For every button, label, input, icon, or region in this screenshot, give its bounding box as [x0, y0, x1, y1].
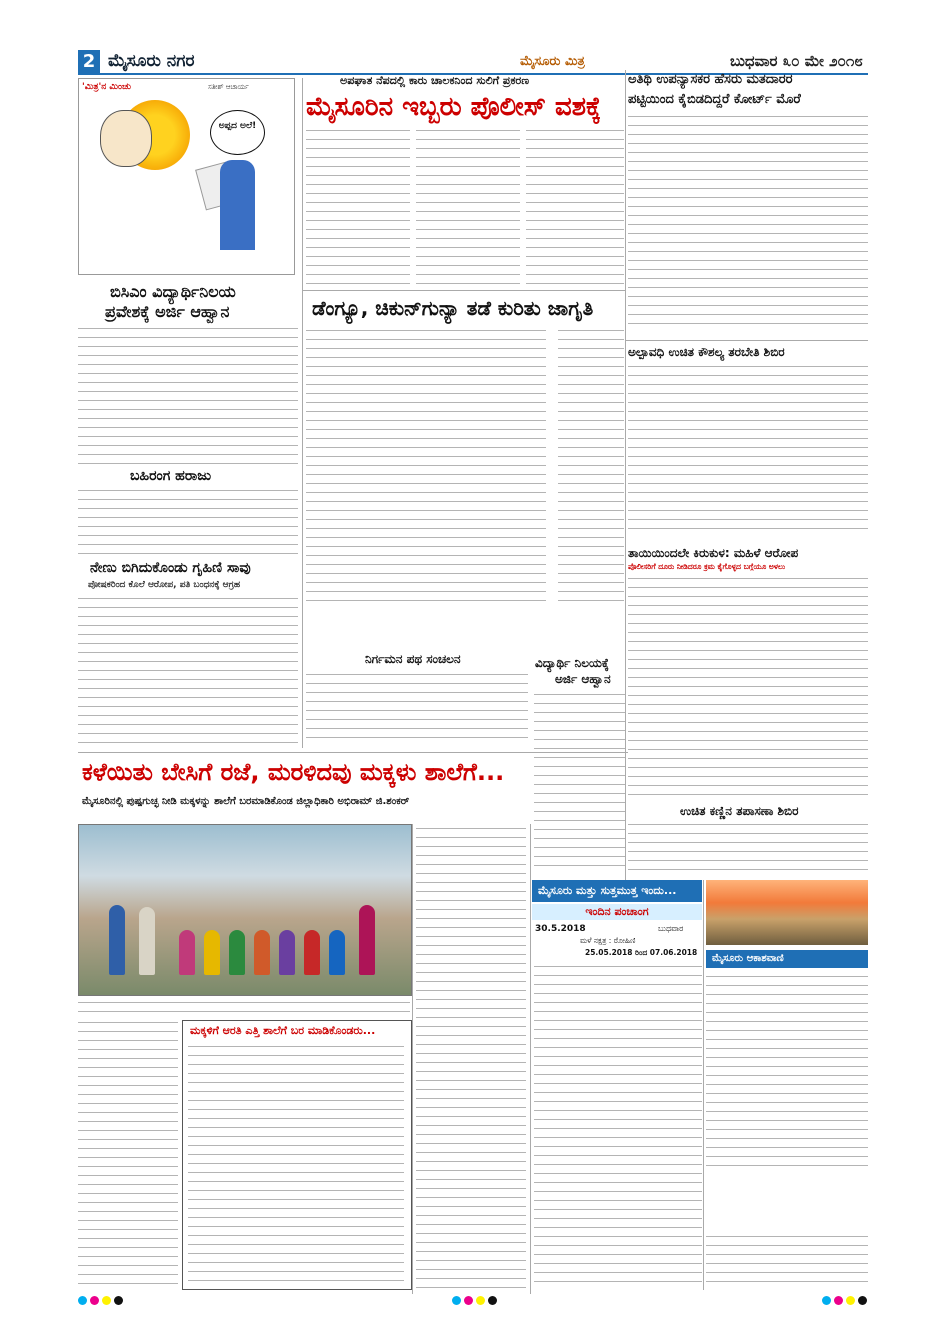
school-body-col1: [78, 1018, 178, 1288]
police-body-col1: [306, 126, 410, 286]
panchanga-range: 25.05.2018 ರಿಂದ 07.06.2018: [585, 948, 698, 957]
auction-body: [78, 486, 298, 556]
panchanga-weekday: ಬುಧವಾರ: [658, 924, 684, 933]
register-mark: [858, 1296, 867, 1305]
panchanga-date: 30.5.2018: [535, 924, 586, 934]
hostel-body: [78, 324, 298, 464]
hostel-headline-2: ಪ್ರವೇಶಕ್ಕೆ ಅರ್ಜಿ ಆಹ್ವಾನ: [105, 302, 230, 321]
school-boxed-body: [188, 1042, 404, 1282]
cartoon-artist: ಸತೀಶ್ ಆಚಾರ್ಯ: [208, 83, 249, 91]
register-mark: [846, 1296, 855, 1305]
court-headline-2: ಪಟ್ಟಿಯಿಂದ ಕೈಬಿಡದಿದ್ದರೆ ಕೋರ್ಟ್ ಮೊರೆ: [628, 92, 801, 107]
police-body-col2: [416, 126, 520, 286]
column-divider: [703, 880, 704, 1290]
register-mark: [78, 1296, 87, 1305]
column-divider: [302, 78, 303, 748]
suicide-headline: ನೇಣು ಬಿಗಿದುಕೊಂಡು ಗೃಹಿಣಿ ಸಾವು: [90, 560, 251, 576]
school-body-col3: [416, 824, 526, 1290]
hostel2-body: [534, 690, 626, 870]
today-band: ಮೈಸೂರು ಮತ್ತು ಸುತ್ತಮುತ್ತ ಇಂದು...: [532, 880, 702, 902]
palace-image: [706, 880, 868, 945]
school-headline: ಕಳೆಯಿತು ಬೇಸಿಗೆ ರಜೆ, ಮರಳಿದವು ಮಕ್ಕಳು ಶಾಲೆಗೆ...: [82, 758, 505, 786]
section-rule: [625, 340, 868, 341]
column-divider: [625, 70, 626, 880]
school-boxed-headline: ಮಕ್ಕಳಿಗೆ ಆರತಿ ಎತ್ತಿ ಶಾಲೆಗೆ ಬರ ಮಾಡಿಕೊಂಡರು...: [190, 1024, 376, 1037]
register-mark: [834, 1296, 843, 1305]
court-body: [628, 112, 868, 332]
radio-schedule: [706, 972, 868, 1168]
march-body: [306, 670, 528, 742]
man-illustration: [220, 160, 255, 250]
bottom-right-body: [706, 1232, 868, 1288]
school-photo: [78, 824, 412, 996]
register-mark: [90, 1296, 99, 1305]
police-body-col3: [526, 126, 624, 286]
register-mark: [488, 1296, 497, 1305]
photo-caption: [78, 998, 410, 1012]
dengue-body: [306, 326, 546, 606]
column-divider: [530, 824, 531, 1294]
police-kicker: ಅಪಘಾತ ನೆಪದಲ್ಲಿ ಕಾರು ಚಾಲಕನಿಂದ ಸುಲಿಗೆ ಪ್ರಕರಣ: [340, 74, 530, 87]
suicide-body: [78, 594, 298, 744]
skill-headline: ಅಲ್ಪಾವಧಿ ಉಚಿತ ಕೌಶಲ್ಯ ತರಬೇತಿ ಶಿಬಿರ: [628, 345, 785, 359]
cartoon-panel: [78, 78, 295, 275]
section-title: ಮೈಸೂರು ನಗರ: [108, 51, 195, 71]
page-number: 2: [78, 50, 100, 74]
panchanga-title: ಇಂದಿನ ಪಂಚಾಂಗ: [532, 904, 702, 920]
mother-body: [628, 574, 868, 799]
register-mark: [464, 1296, 473, 1305]
eye-headline: ಉಚಿತ ಕಣ್ಣಿನ ತಪಾಸಣಾ ಶಿಬಿರ: [680, 804, 799, 818]
auction-headline: ಬಹಿರಂಗ ಹರಾಜು: [130, 468, 212, 484]
register-mark: [822, 1296, 831, 1305]
register-mark: [114, 1296, 123, 1305]
register-mark: [102, 1296, 111, 1305]
speech-bubble: ಅಪ್ಪದ ಅಲೆ!: [210, 110, 265, 155]
hostel2-headline-2: ಅರ್ಜಿ ಆಹ್ವಾನ: [555, 672, 611, 686]
police-headline: ಮೈಸೂರಿನ ಇಬ್ಬರು ಪೊಲೀಸ್ ವಶಕ್ಕೆ: [306, 92, 602, 122]
eye-body: [628, 820, 868, 872]
dengue-headline: ಡೆಂಗ್ಯೂ, ಚಿಕುನ್‌ಗುನ್ಯಾ ತಡೆ ಕುರಿತು ಜಾಗೃತಿ: [312, 296, 594, 320]
hostel2-headline-1: ವಿದ್ಯಾರ್ಥಿ ನಿಲಯಕ್ಕೆ: [535, 656, 609, 670]
face-illustration: [100, 110, 152, 167]
column-divider: [412, 824, 413, 1294]
issue-date: ಬುಧವಾರ ೩೦ ಮೇ ೨೦೧೮: [730, 52, 863, 70]
hostel-headline-1: ಬಿಸಿಎಂ ವಿದ್ಯಾರ್ಥಿನಿಲಯ: [110, 282, 236, 301]
suicide-kicker: ಪೋಷಕರಿಂದ ಕೊಲೆ ಆರೋಪ, ಪತಿ ಬಂಧನಕ್ಕೆ ಆಗ್ರಹ: [88, 580, 241, 590]
panchanga-body: [534, 962, 702, 1287]
skill-body: [628, 362, 868, 537]
masthead: ಮೈಸೂರು ಮಿತ್ರ: [520, 54, 585, 69]
court-headline-1: ಅತಿಥಿ ಉಪನ್ಯಾಸಕರ ಹೆಸರು ಮತದಾರರ: [628, 72, 793, 87]
school-subhead: ಮೈಸೂರಿನಲ್ಲಿ ಪುಷ್ಪಗುಚ್ಛ ನೀಡಿ ಮಕ್ಕಳನ್ನು ಶಾಲೆಗೆ ಬರಮಾಡಿಕೊಂಡ ಜಿಲ್ಲಾಧಿಕಾರಿ ಅಭಿರಾಮ್ ಜಿ.ಶಂಕರ್: [82, 796, 410, 807]
mother-headline: ತಾಯಿಯಿಂದಲೇ ಕಿರುಕುಳ: ಮಹಿಳೆ ಆರೋಪ: [628, 546, 799, 560]
register-mark: [476, 1296, 485, 1305]
dengue-body-right: [558, 326, 624, 606]
section-rule: [78, 752, 628, 753]
cartoon-title: 'ಮಿತ್ರ'ನ ಮಿಂಚು: [82, 82, 132, 92]
panchanga-season: ಮಳೆ ನಕ್ಷತ್ರ : ರೋಹಿಣಿ: [580, 936, 636, 945]
section-rule: [302, 290, 625, 291]
march-headline: ನಿರ್ಗಮನ ಪಥ ಸಂಚಲನ: [365, 652, 461, 666]
mother-kicker: ಪೊಲೀಸರಿಗೆ ದೂರು ನೀಡಿದರೂ ಕ್ರಮ ಕೈಗೊಳ್ಳದ ಬಗ್ಗೆಯೂ ಅಳಲು: [628, 562, 786, 571]
radio-title: ಮೈಸೂರು ಆಕಾಶವಾಣಿ: [706, 950, 868, 968]
register-mark: [452, 1296, 461, 1305]
